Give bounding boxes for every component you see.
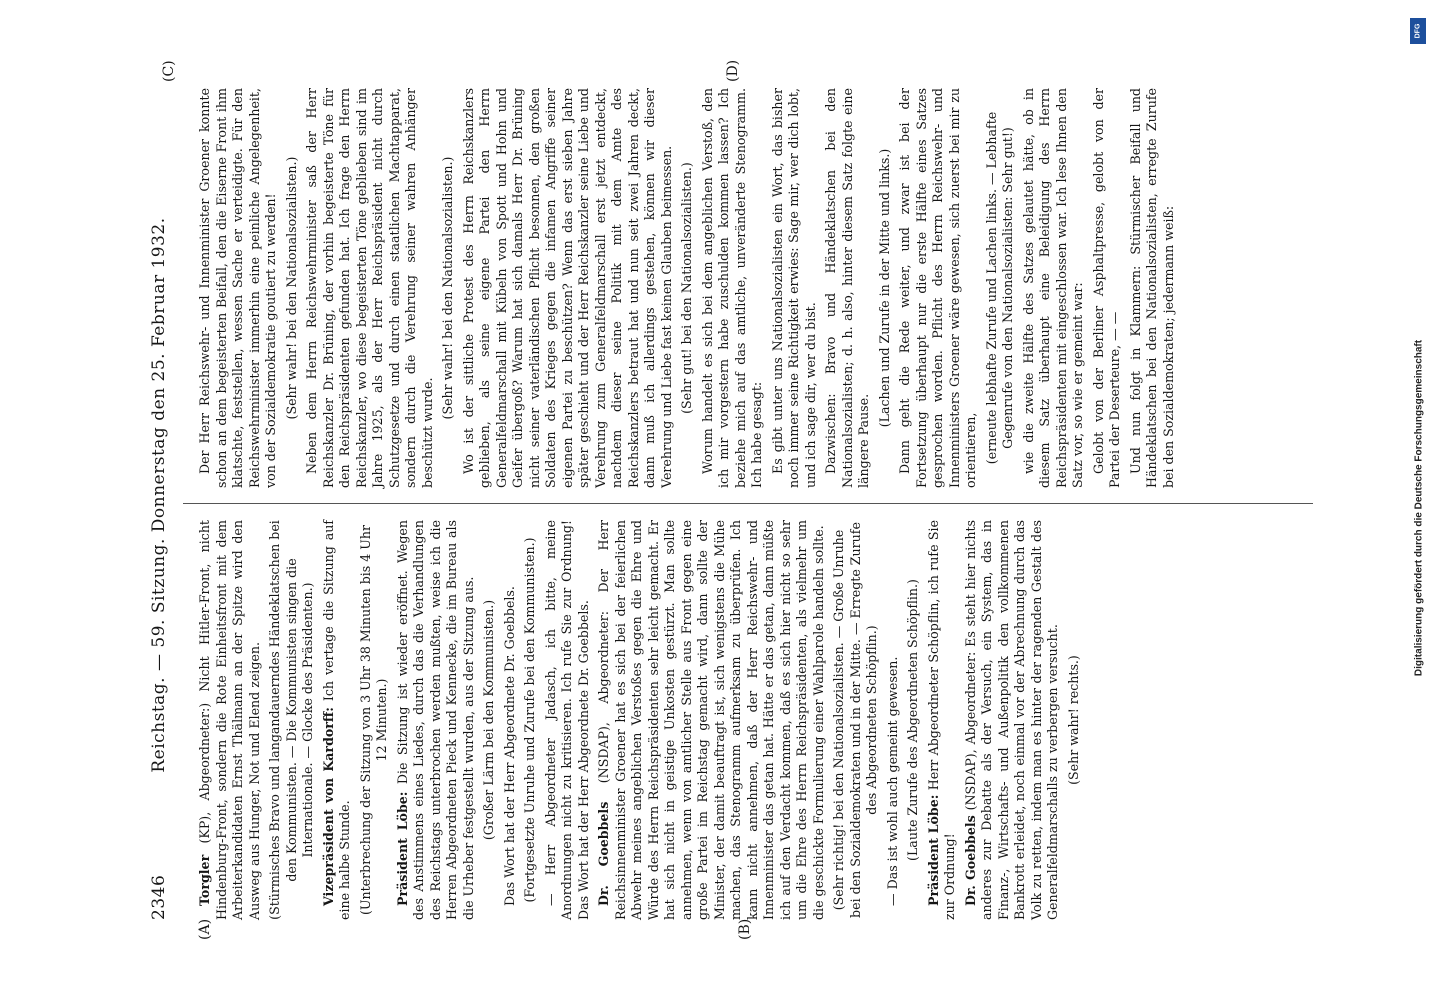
paragraph (963, 520, 1062, 920)
paragraph (700, 88, 766, 488)
interjection (267, 520, 317, 920)
paragraph-text: Es gibt unter uns Nationalsozialisten ein Wort, das bisher noch immer seine Richtigkeit erwies: Sage mir, wer dich lobt, und ich sage dir, wer du bist. (769, 88, 818, 488)
paragraph (1091, 88, 1124, 488)
speaker-name: Vizepräsident von Kardorff: (320, 707, 336, 906)
paragraph (1128, 88, 1178, 488)
interjection (1066, 520, 1083, 920)
margin-marker-a: (A) (197, 918, 213, 940)
paragraph-text: (NSDAP), Abgeordneter: Der Herr Reichsinnenminister Groener hat es sich bei der feierlichen Abwehr meines angeblichen Verstoßes gegen die Ehre und Würde des Herrn Reichspräsidenten sehr leicht gemacht. Er hat sich nicht in geistige Unkosten gestürzt. Man sollte annehmen, wenn von amtlicher Stelle aus Front gegen eine große Partei im Reichstag gemacht wird, dann sollte der Minister, der damit beauftragt ist, sich wenigstens die Mühe machen, das Stenogramm aufmerksam zu überprüfen. Ich kann nicht annehmen, daß der Herr Reichswehr- und Innenminister das getan hat. Hätte er das getan, dann müßte ich auf den Verdacht kommen, daß es sich hier nicht so sehr um die Ehre des Herrn Reichspräsidenten, als vielmehr um die geschickte Formulierung einer Wahlparole handeln sollte. (596, 520, 826, 920)
paragraph-text: (Sehr richtig! bei den Nationalsozialisten. — Große Unruhe bei den Sozialdemokraten und in der Mitte. — Erregte Zurufe des Abgeordneten Schöpflin.) (831, 522, 879, 918)
right-text-column (197, 88, 1181, 488)
paragraph-text: (Sehr wahr! bei den Nationalsozialisten.) (440, 156, 455, 420)
page-header (149, 70, 175, 920)
document-page (97, 60, 1337, 940)
interjection (440, 88, 457, 488)
paragraph (197, 520, 263, 920)
interjection (284, 88, 301, 488)
paragraph (596, 520, 827, 920)
paragraph-text: — Herr Abgeordneter Jadasch, ich bitte, meine Anordnungen nicht zu kritisieren. Ich rufe Sie zur Ordnung! Das Wort hat der Herr Abgeordnete Dr. Goebbels. (542, 520, 591, 920)
margin-marker-c: (C) (161, 60, 177, 82)
running-title: Reichstag. — 59. Sitzung. Donnerstag den 25. Februar 1932. (149, 217, 169, 773)
paragraph-text: (Sehr gut! bei den Nationalsozialisten.) (679, 162, 694, 414)
paragraph-text: (Sehr wahr! bei den Nationalsozialisten.) (283, 156, 299, 420)
paragraph-text: wie die zweite Hälfte des Satzes gelautet hätte, ob in diesem Satz überhaupt eine Beleidigung des Herrn Reichspräsidenten mit eingeschlossen war. Ich lese Ihnen den Satz vor, so wie er gemeint war: (1020, 88, 1085, 488)
paragraph (926, 520, 959, 920)
paragraph (897, 88, 980, 488)
paragraph-text: Die Sitzung ist wieder eröffnet. Wegen des Anstimmens eines Liedes, durch das die Verhandlungen des Reichstags unterbrochen werden mußten, weise ich die Herren Abgeordneten Pieck und Kennecke, die im Bureau als die Urheber festgestellt wurden, aus der Sitzung aus. (394, 520, 476, 920)
paragraph-text: Wo ist der sittliche Protest des Herrn Reichskanzlers geblieben, als seine eigene Partei den Herrn Generalfeldmarschall mit Kübeln von Spott und Hohn und Geifer übergoß? Warum hat sich damals Herr Dr. Brüning nicht seiner vaterländischen Pflicht besonnen, den großen Soldaten des Krieges gegen die infamen Angriffe seiner eigenen Partei zu beschützen? Wenn das erst sieben Jahre später geschieht und der Herr Reichskanzler seine Liebe und Verehrung zum Generalfeldmarschall erst jetzt entdeckt, nachdem dieser seine Politik mit dem Amte des Reichskanzlers betraut hat und nun seit zwei Jahren deckt, dann muß ich allerdings gestehen, können wir dieser Verehrung und Liebe fast keinen Glauben beimessen. (460, 88, 674, 488)
paragraph-text: Dazwischen: Bravo und Händeklatschen bei den Nationalsozialisten; d. h. also, hinter diesem Satz folgte eine längere Pause. (823, 88, 871, 488)
paragraph (502, 520, 519, 920)
paragraph-text: (erneute lebhafte Zurufe und Lachen links. — Lebhafte Gegenrufe von den Nationalsozialisten: Sehr gut!) (983, 111, 1015, 465)
interjection (984, 88, 1017, 488)
interjection (877, 88, 894, 488)
speaker-name: Dr. Goebbels (962, 815, 978, 906)
paragraph-text: Der Herr Reichswehr- und Innenminister Groener konnte schon an dem begeisterten Beifall, den die Eiserne Front ihm klatschte, feststellen, wessen Sache er verteidigte. Für den Reichswehrminister immerhin eine peinliche Angelegenheit, von der Sozialdemokratie goutiert zu werden! (197, 88, 278, 488)
speaker-name: Präsident Löbe: (925, 794, 941, 906)
paragraph (395, 520, 478, 920)
paragraph-text: (NSDAP), Abgeordneter: Es steht hier nichts anderes zur Debatte als der Versuch, ein System, das in Finanz-, Wirtschafts- und Außenpolitik den vollkommenen Bankrott erleidet, noch einmal vor der Abrechnung durch das Volk zu retten, indem man es hinter der ragenden Gestalt des Generalfeldmarschalls zu verbergen versucht. (962, 520, 1060, 920)
paragraph-text: Neben dem Herrn Reichswehrminister saß der Herr Reichskanzler Dr. Brüning, der vorhin begeisterte Töne für den Reichspräsidenten gefunden hat. Ich frage den Herrn Reichskanzler, wo diese begeisterten Töne geblieben sind im Jahre 1925, als der Herr Reichspräsident nicht durch Schutzgesetze und durch einen staatlichen Machtapparat, sondern durch die Verehrung seiner wahren Anhänger beschützt wurde. (304, 88, 435, 488)
speaker-name: Präsident Löbe: (394, 791, 410, 906)
interjection (522, 520, 539, 920)
paragraph (461, 88, 676, 488)
paragraph-text: (Fortgesetzte Unruhe und Zurufe bei den Kommunisten.) (522, 537, 537, 903)
paragraph (885, 520, 902, 920)
paragraph (197, 88, 280, 488)
speaker-name: Dr. Goebbels (596, 801, 611, 906)
paragraph-text: (Sehr wahr! rechts.) (1065, 655, 1081, 785)
interjection (481, 520, 498, 920)
paragraph-text: (Laute Zurufe des Abgeordneten Schöpflin.) (905, 579, 920, 861)
digitization-credit: Digitalisierung gefördert durch die Deutsche Forschungsgemeinschaft (1413, 339, 1425, 677)
left-text-column (197, 520, 1086, 920)
paragraph (1021, 88, 1087, 488)
paragraph-text: — Das ist wohl auch gemeint gewesen. (884, 656, 900, 906)
paragraph (321, 520, 354, 920)
sidebar-strip (1408, 8, 1430, 988)
paragraph-text: (Stürmisches Bravo und langandauerndes Händeklatschen bei den Kommunisten. — Die Kommunisten singen die Internationale. — Glocke des Präsidenten.) (267, 520, 315, 920)
margin-marker-b: (B) (737, 918, 753, 940)
paragraph (823, 88, 873, 488)
paragraph-text: (Großer Lärm bei den Kommunisten.) (481, 599, 496, 841)
paragraph-text: (KP), Abgeordneter:) Nicht Hitler-Front, nicht Hindenburg-Front, sondern die Rote Einheitsfront mit dem Arbeiterkandidaten Ernst Thälmann an der Spitze wird den Ausweg aus Hunger, Not und Elend zeigen. (197, 520, 262, 920)
speaker-name: Torgler (197, 854, 212, 906)
paragraph-text: Herr Abgeordneter Schöpflin, ich rufe Sie zur Ordnung! (925, 520, 957, 920)
paragraph (304, 88, 436, 488)
paragraph-text: Das Wort hat der Herr Abgeordnete Dr. Goebbels. (501, 586, 517, 906)
paragraph-text: Dann geht die Rede weiter, und zwar ist bei der Fortsetzung überhaupt nur die erste Hälfte eines Satzes gesprochen worden. Pflicht des Herrn Reichswehr- und Innenministers Groener wäre gewesen, sich zuerst bei mir zu orientieren, (897, 88, 978, 488)
interjection (831, 520, 881, 920)
paragraph-text: Und nun folgt in Klammern: Stürmischer Beifall und Händeklatschen bei den Nationalsozialisten, erregte Zurufe bei den Sozialdemokraten; jedermann weiß: (1127, 88, 1176, 488)
interjection (905, 520, 922, 920)
column-divider (183, 503, 1313, 504)
paragraph-text: (Unterbrechung der Sitzung von 3 Uhr 38 Minuten bis 4 Uhr 12 Minuten.) (357, 524, 389, 916)
dfg-logo: DFG (1410, 18, 1426, 44)
paragraph (543, 520, 593, 920)
rotated-page (97, 60, 1337, 940)
paragraph-text: Ich vertage die Sitzung auf eine halbe Stunde. (320, 520, 352, 920)
paragraph-text: Gelobt von der Berliner Asphaltpresse, gelobt von der Partei der Deserteure, — — (1090, 88, 1122, 488)
paragraph (770, 88, 820, 488)
paragraph-text: Worum handelt es sich bei dem angeblichen Verstoß, den ich mir vorgestern habe zuschulden kommen lassen? Ich beziehe mich auf das amtliche, unveränderte Stenogramm. Ich habe gesagt: (699, 88, 764, 488)
page-number: 2346 (149, 874, 169, 920)
paragraph-text: (Lachen und Zurufe in der Mitte und links.) (876, 148, 892, 428)
interjection (358, 520, 391, 920)
interjection (679, 88, 696, 488)
margin-marker-d: (D) (725, 59, 741, 82)
